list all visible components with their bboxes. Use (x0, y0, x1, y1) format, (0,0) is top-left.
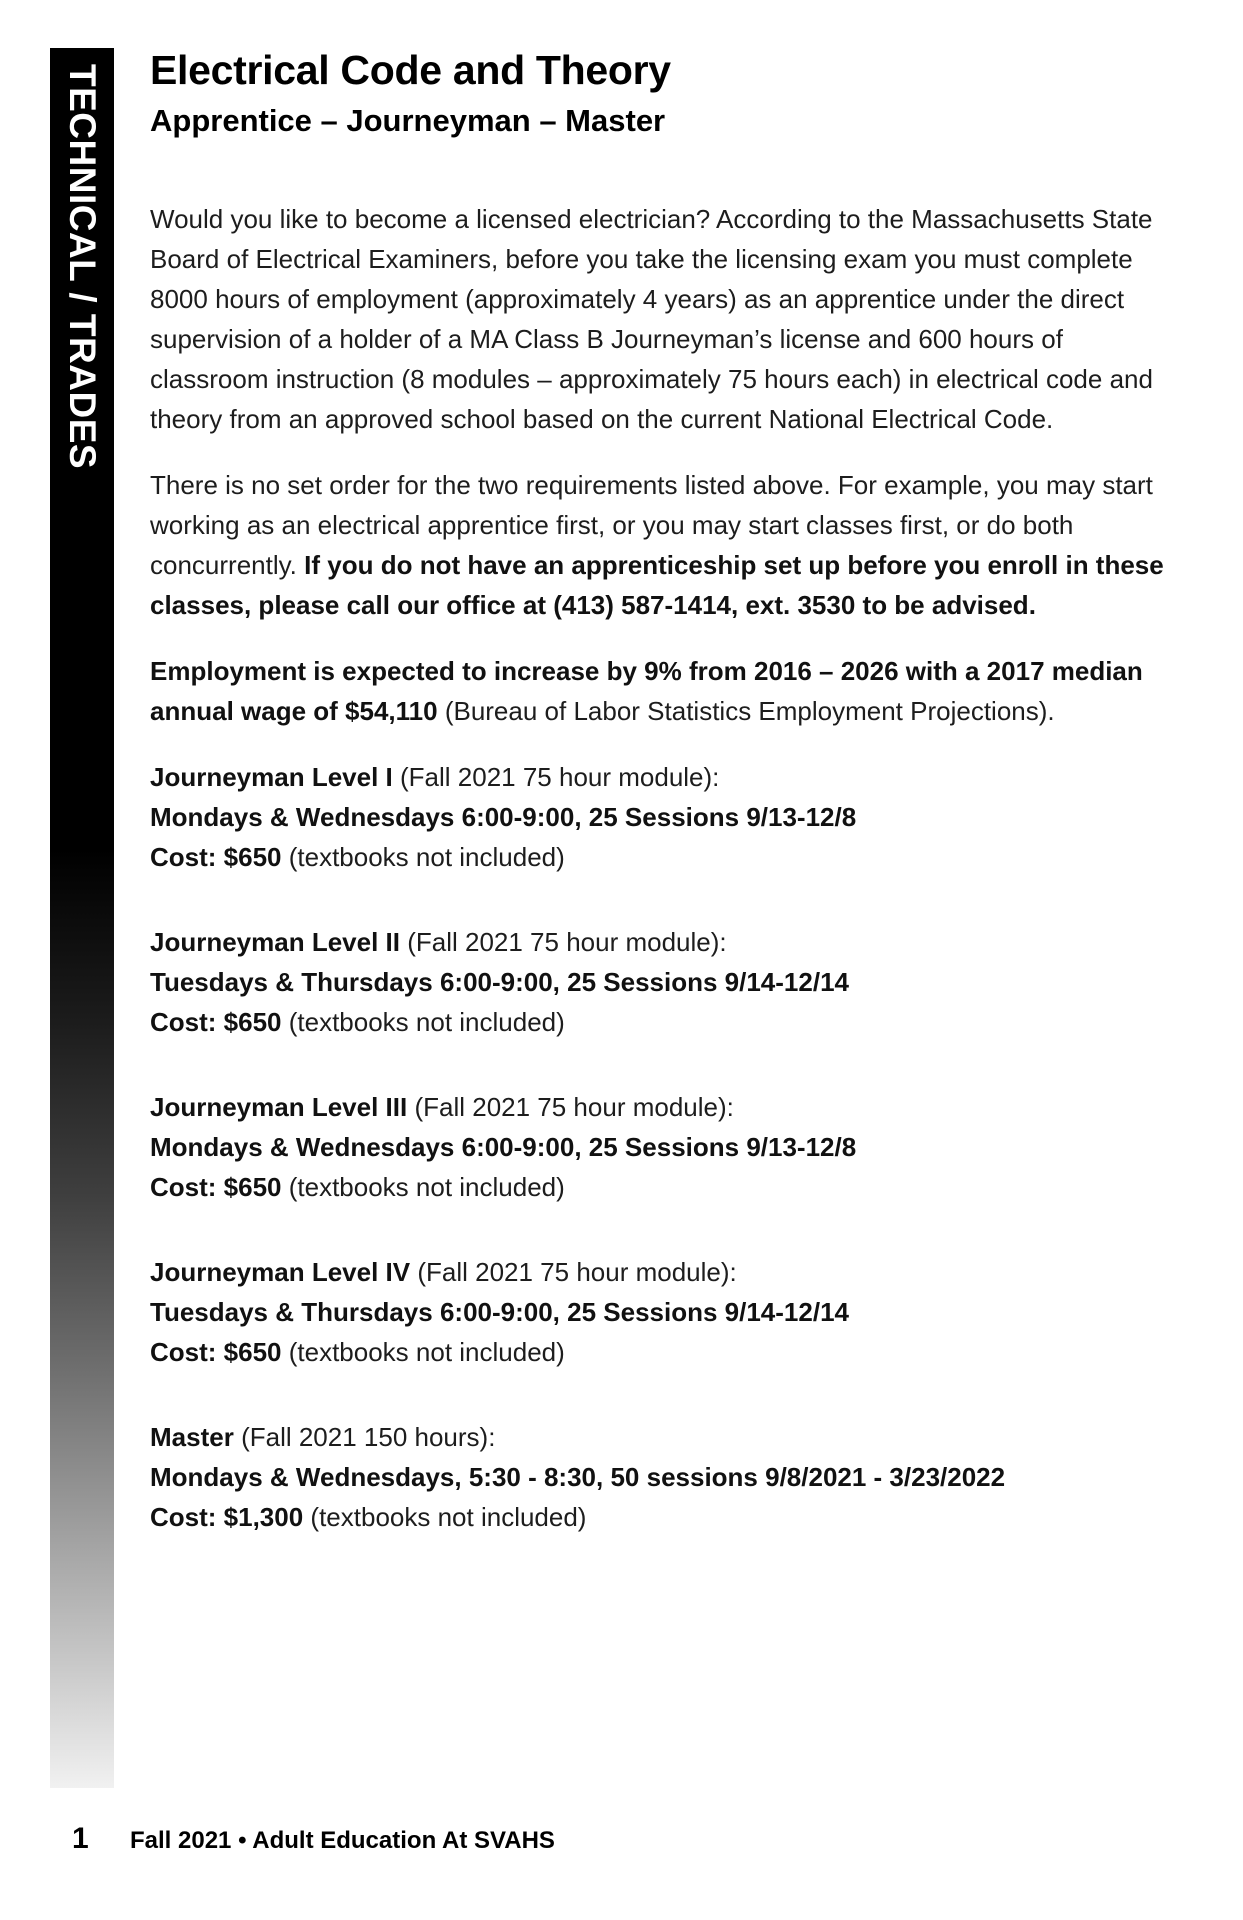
course-cost-note: (textbooks not included) (288, 841, 565, 872)
section-label-technical-trades: TECHNICAL / TRADES (62, 64, 103, 470)
course-info: (Fall 2021 75 hour module): (407, 926, 727, 957)
course-name: Journeyman Level II (150, 926, 400, 957)
course-cost: Cost: $1,300 (150, 1501, 304, 1532)
course-journeyman-level-4 (150, 1252, 1185, 1372)
course-cost-note: (textbooks not included) (288, 1171, 565, 1202)
course-schedule: Mondays & Wednesdays 6:00-9:00, 25 Sessions 9/13-12/8 (150, 1131, 857, 1162)
course-cost-line (150, 1497, 1185, 1537)
footer-text: Fall 2021 • Adult Education At SVAHS (130, 1827, 555, 1854)
course-cost: Cost: $650 (150, 1336, 282, 1367)
course-cost-note: (textbooks not included) (310, 1501, 587, 1532)
intro-paragraph-3-bold: Employment is expected to increase by 9% from 2016 – 2026 with a 2017 median annual wage of $54,110 (150, 655, 1143, 726)
section-gradient-bar (50, 48, 114, 1788)
course-title-line (150, 1417, 1185, 1457)
course-master (150, 1417, 1185, 1537)
course-title-line (150, 1087, 1185, 1127)
intro-paragraph-1-text: Would you like to become a licensed electrician? According to the Massachusetts State Board of Electrical Examiners, before you take the licensing exam you must complete 8000 hours of employment (approximately 4 years) as an apprentice under the direct supervision of a holder of a MA Class B Journeyman’s license and 600 hours of classroom instruction (8 modules – approximately 75 hours each) in electrical code and theory from an approved school based on the current National Electrical Code. (150, 203, 1153, 434)
course-cost-note: (textbooks not included) (288, 1336, 565, 1367)
course-schedule: Mondays & Wednesdays 6:00-9:00, 25 Sessions 9/13-12/8 (150, 801, 857, 832)
course-info: (Fall 2021 150 hours): (241, 1421, 496, 1452)
course-name: Journeyman Level IV (150, 1256, 411, 1287)
intro-paragraph-3 (150, 651, 1185, 731)
course-name: Journeyman Level III (150, 1091, 408, 1122)
intro-paragraph-3-normal: (Bureau of Labor Statistics Employment Projections). (444, 695, 1055, 726)
page-footer (0, 1822, 1243, 1862)
intro-paragraph-1 (150, 199, 1185, 439)
intro-paragraph-2-normal: There is no set order for the two requirements listed above. For example, you may start working as an electrical apprentice first, or you may start classes first, or do both concurrently. (150, 469, 1153, 580)
page-title: Electrical Code and Theory (150, 47, 671, 93)
course-cost-note: (textbooks not included) (288, 1006, 565, 1037)
course-journeyman-level-1 (150, 757, 1185, 877)
course-cost-line (150, 1002, 1185, 1042)
course-info: (Fall 2021 75 hour module): (414, 1091, 734, 1122)
course-info: (Fall 2021 75 hour module): (400, 761, 720, 792)
page-subtitle: Apprentice – Journeyman – Master (150, 102, 666, 138)
course-cost-line (150, 1332, 1185, 1372)
course-name: Master (150, 1421, 234, 1452)
course-journeyman-level-2 (150, 922, 1185, 1042)
course-title-line (150, 757, 1185, 797)
main-content (150, 48, 1185, 1582)
course-info: (Fall 2021 75 hour module): (417, 1256, 737, 1287)
course-schedule: Tuesdays & Thursdays 6:00-9:00, 25 Sessions 9/14-12/14 (150, 1296, 849, 1327)
course-title-line (150, 1252, 1185, 1292)
course-cost-line (150, 1167, 1185, 1207)
course-list (150, 757, 1185, 1537)
course-schedule: Mondays & Wednesdays, 5:30 - 8:30, 50 sessions 9/8/2021 - 3/23/2022 (150, 1461, 1006, 1492)
course-cost: Cost: $650 (150, 841, 282, 872)
course-schedule: Tuesdays & Thursdays 6:00-9:00, 25 Sessions 9/14-12/14 (150, 966, 849, 997)
intro-paragraph-2 (150, 465, 1185, 625)
course-name: Journeyman Level I (150, 761, 393, 792)
page-number: 1 (72, 1822, 89, 1855)
intro-paragraph-2-bold: If you do not have an apprenticeship set up before you enroll in these classes, please call our office at (413) 587-1414, ext. 3530 to be advised. (150, 549, 1164, 620)
course-cost: Cost: $650 (150, 1006, 282, 1037)
course-journeyman-level-3 (150, 1087, 1185, 1207)
body-copy (150, 199, 1185, 1537)
course-cost: Cost: $650 (150, 1171, 282, 1202)
course-cost-line (150, 837, 1185, 877)
course-title-line (150, 922, 1185, 962)
